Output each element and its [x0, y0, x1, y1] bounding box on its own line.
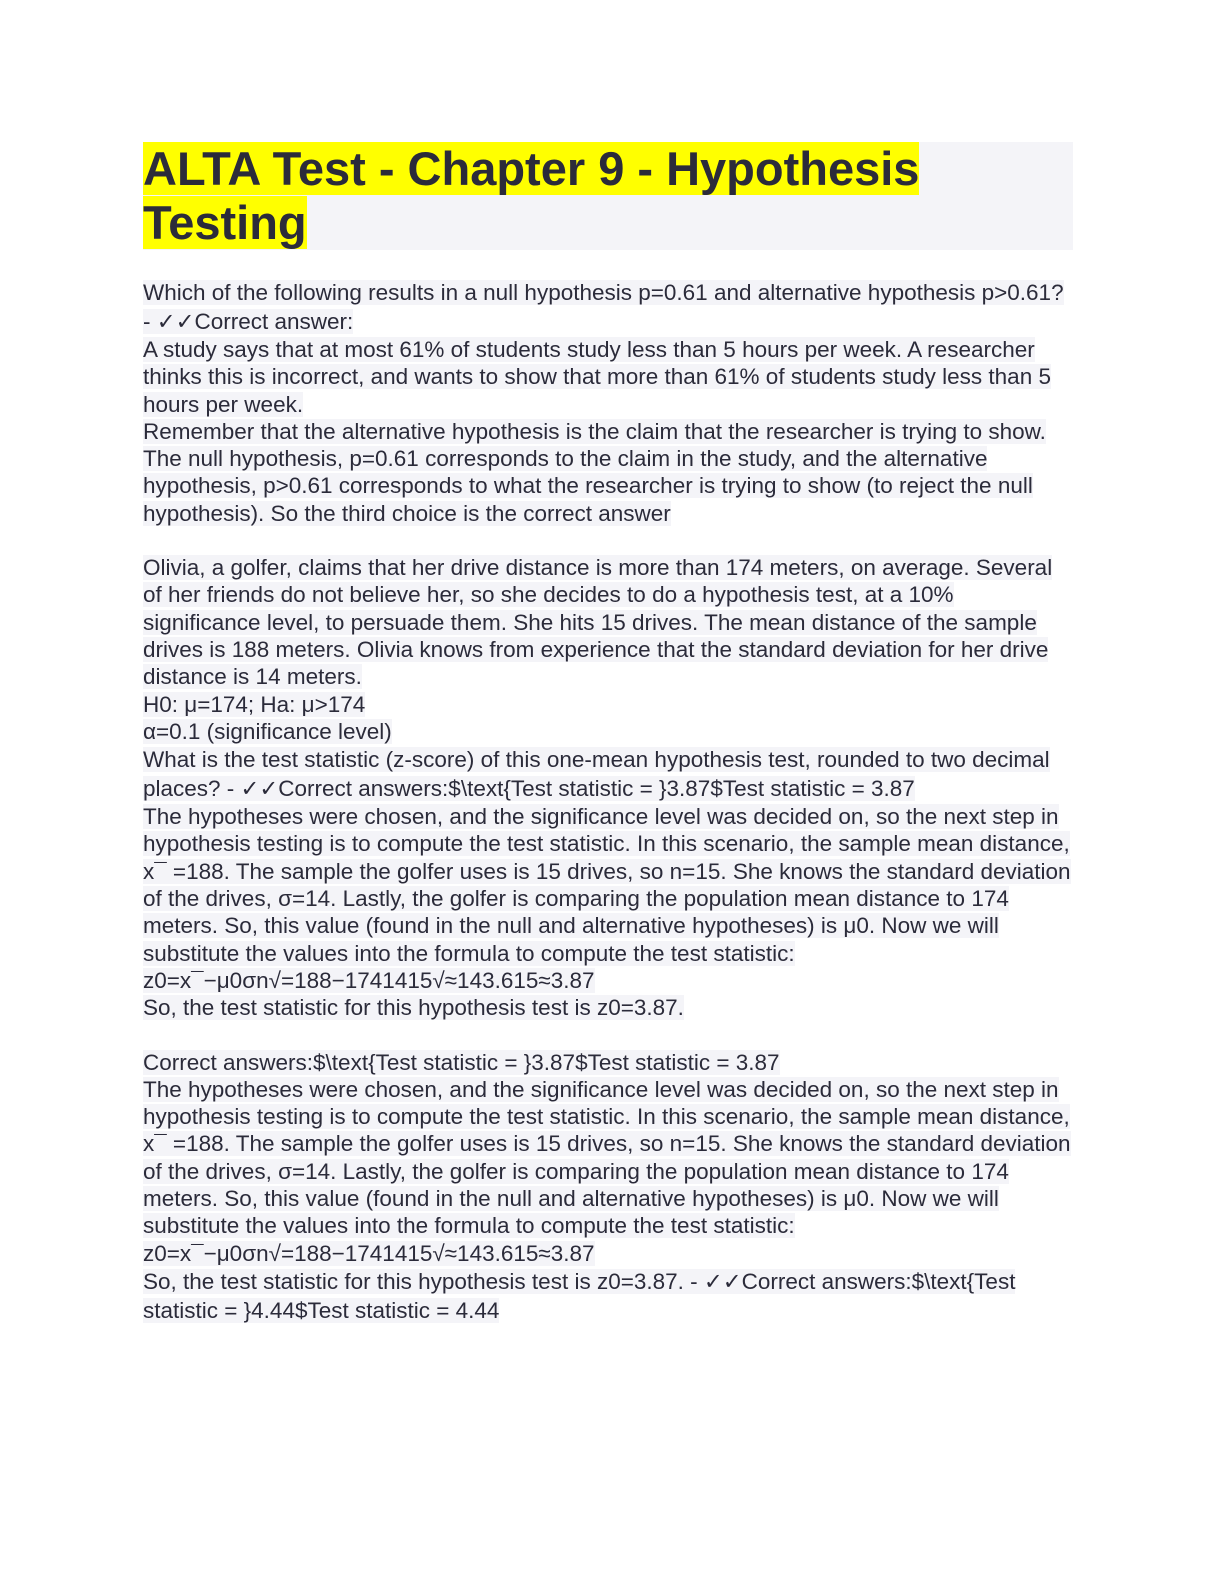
answer-text: [143, 445, 1073, 527]
question-block-2: [143, 554, 1073, 1021]
hypotheses-line: H0: μ=174; Ha: μ>174: [143, 691, 366, 717]
answer-text: [143, 418, 1073, 445]
significance-line: α=0.1 (significance level): [143, 718, 392, 744]
question-text: [143, 554, 1073, 690]
title-highlight: ALTA Test - Chapter 9 - Hypothesis Testing: [143, 142, 920, 249]
question-line: Which of the following results in a null hypothesis p=0.61 and alternative hypothesis p>0.61? - ✓✓Correct answer:: [143, 280, 1064, 334]
document-page: [143, 142, 1073, 1352]
answer-text: [143, 1076, 1073, 1240]
answer-line: So, the test statistic for this hypothesis test is z0=3.87.: [143, 995, 684, 1021]
question-line: What is the test statistic (z-score) of this one-mean hypothesis test, rounded to two decimal places? - ✓✓Correct answers:$\text{Test statistic = }3.87$Test statistic = 3.87: [143, 747, 1050, 802]
answer-line: Remember that the alternative hypothesis is the claim that the researcher is trying to show.: [143, 418, 1046, 444]
answer-line: The hypotheses were chosen, and the significance level was decided on, so the next step in hypothesis testing is to compute the test statistic. In this scenario, the sample mean distance, x¯ =188. The sample the golfer uses is 15 drives, so n=15. She knows the standard deviation of the drives, σ=14. Lastly, the golfer is comparing the population mean distance to 174 meters. So, this value (found in the null and alternative hypotheses) is μ0. Now we will substitute the values into the formula to compute the test statistic:: [143, 1076, 1071, 1239]
answer-text: [143, 803, 1073, 967]
question-text: [143, 278, 1073, 336]
significance-text: [143, 718, 1073, 745]
answer-text: [143, 1267, 1073, 1325]
formula-line: z0=x¯−μ0σn√=188−1741415√≈143.615≈3.87: [143, 1240, 595, 1266]
answer-line: The null hypothesis, p=0.61 corresponds to the claim in the study, and the alternative hypothesis, p>0.61 corresponds to what the researcher is trying to show (to reject the null hypothesis). So the third choice is the correct answer: [143, 446, 1033, 526]
page-title: [143, 142, 1073, 250]
answer-line: The hypotheses were chosen, and the significance level was decided on, so the next step in hypothesis testing is to compute the test statistic. In this scenario, the sample mean distance, x¯ =188. The sample the golfer uses is 15 drives, so n=15. She knows the standard deviation of the drives, σ=14. Lastly, the golfer is comparing the population mean distance to 174 meters. So, this value (found in the null and alternative hypotheses) is μ0. Now we will substitute the values into the formula to compute the test statistic:: [143, 804, 1071, 966]
question-line: Olivia, a golfer, claims that her drive distance is more than 174 meters, on average. Several of her friends do not believe her, so she decides to do a hypothesis test, at a 10% significance level, to persuade them. She hits 15 drives. The mean distance of the sample drives is 188 meters. Olivia knows from experience that the standard deviation for her drive distance is 14 meters.: [143, 555, 1053, 690]
title-block: [143, 142, 1073, 250]
answer-line: A study says that at most 61% of students study less than 5 hours per week. A researcher thinks this is incorrect, and wants to show that more than 61% of students study less than 5 hours per week.: [143, 337, 1051, 417]
formula-text: [143, 1240, 1073, 1267]
hypotheses-text: [143, 691, 1073, 718]
question-block-3: [143, 1049, 1073, 1325]
question-text: [143, 745, 1073, 803]
answer-text: [143, 1049, 1073, 1076]
question-block-1: [143, 278, 1073, 527]
formula-line: z0=x¯−μ0σn√=188−1741415√≈143.615≈3.87: [143, 967, 595, 993]
formula-text: [143, 967, 1073, 994]
answer-text: [143, 336, 1073, 418]
answer-line: So, the test statistic for this hypothesis test is z0=3.87. - ✓✓Correct answers:$\text{Test statistic = }4.44$Test statistic = 4.44: [143, 1268, 1016, 1323]
answer-line: Correct answers:$\text{Test statistic = }3.87$Test statistic = 3.87: [143, 1049, 780, 1075]
answer-text: [143, 994, 1073, 1021]
